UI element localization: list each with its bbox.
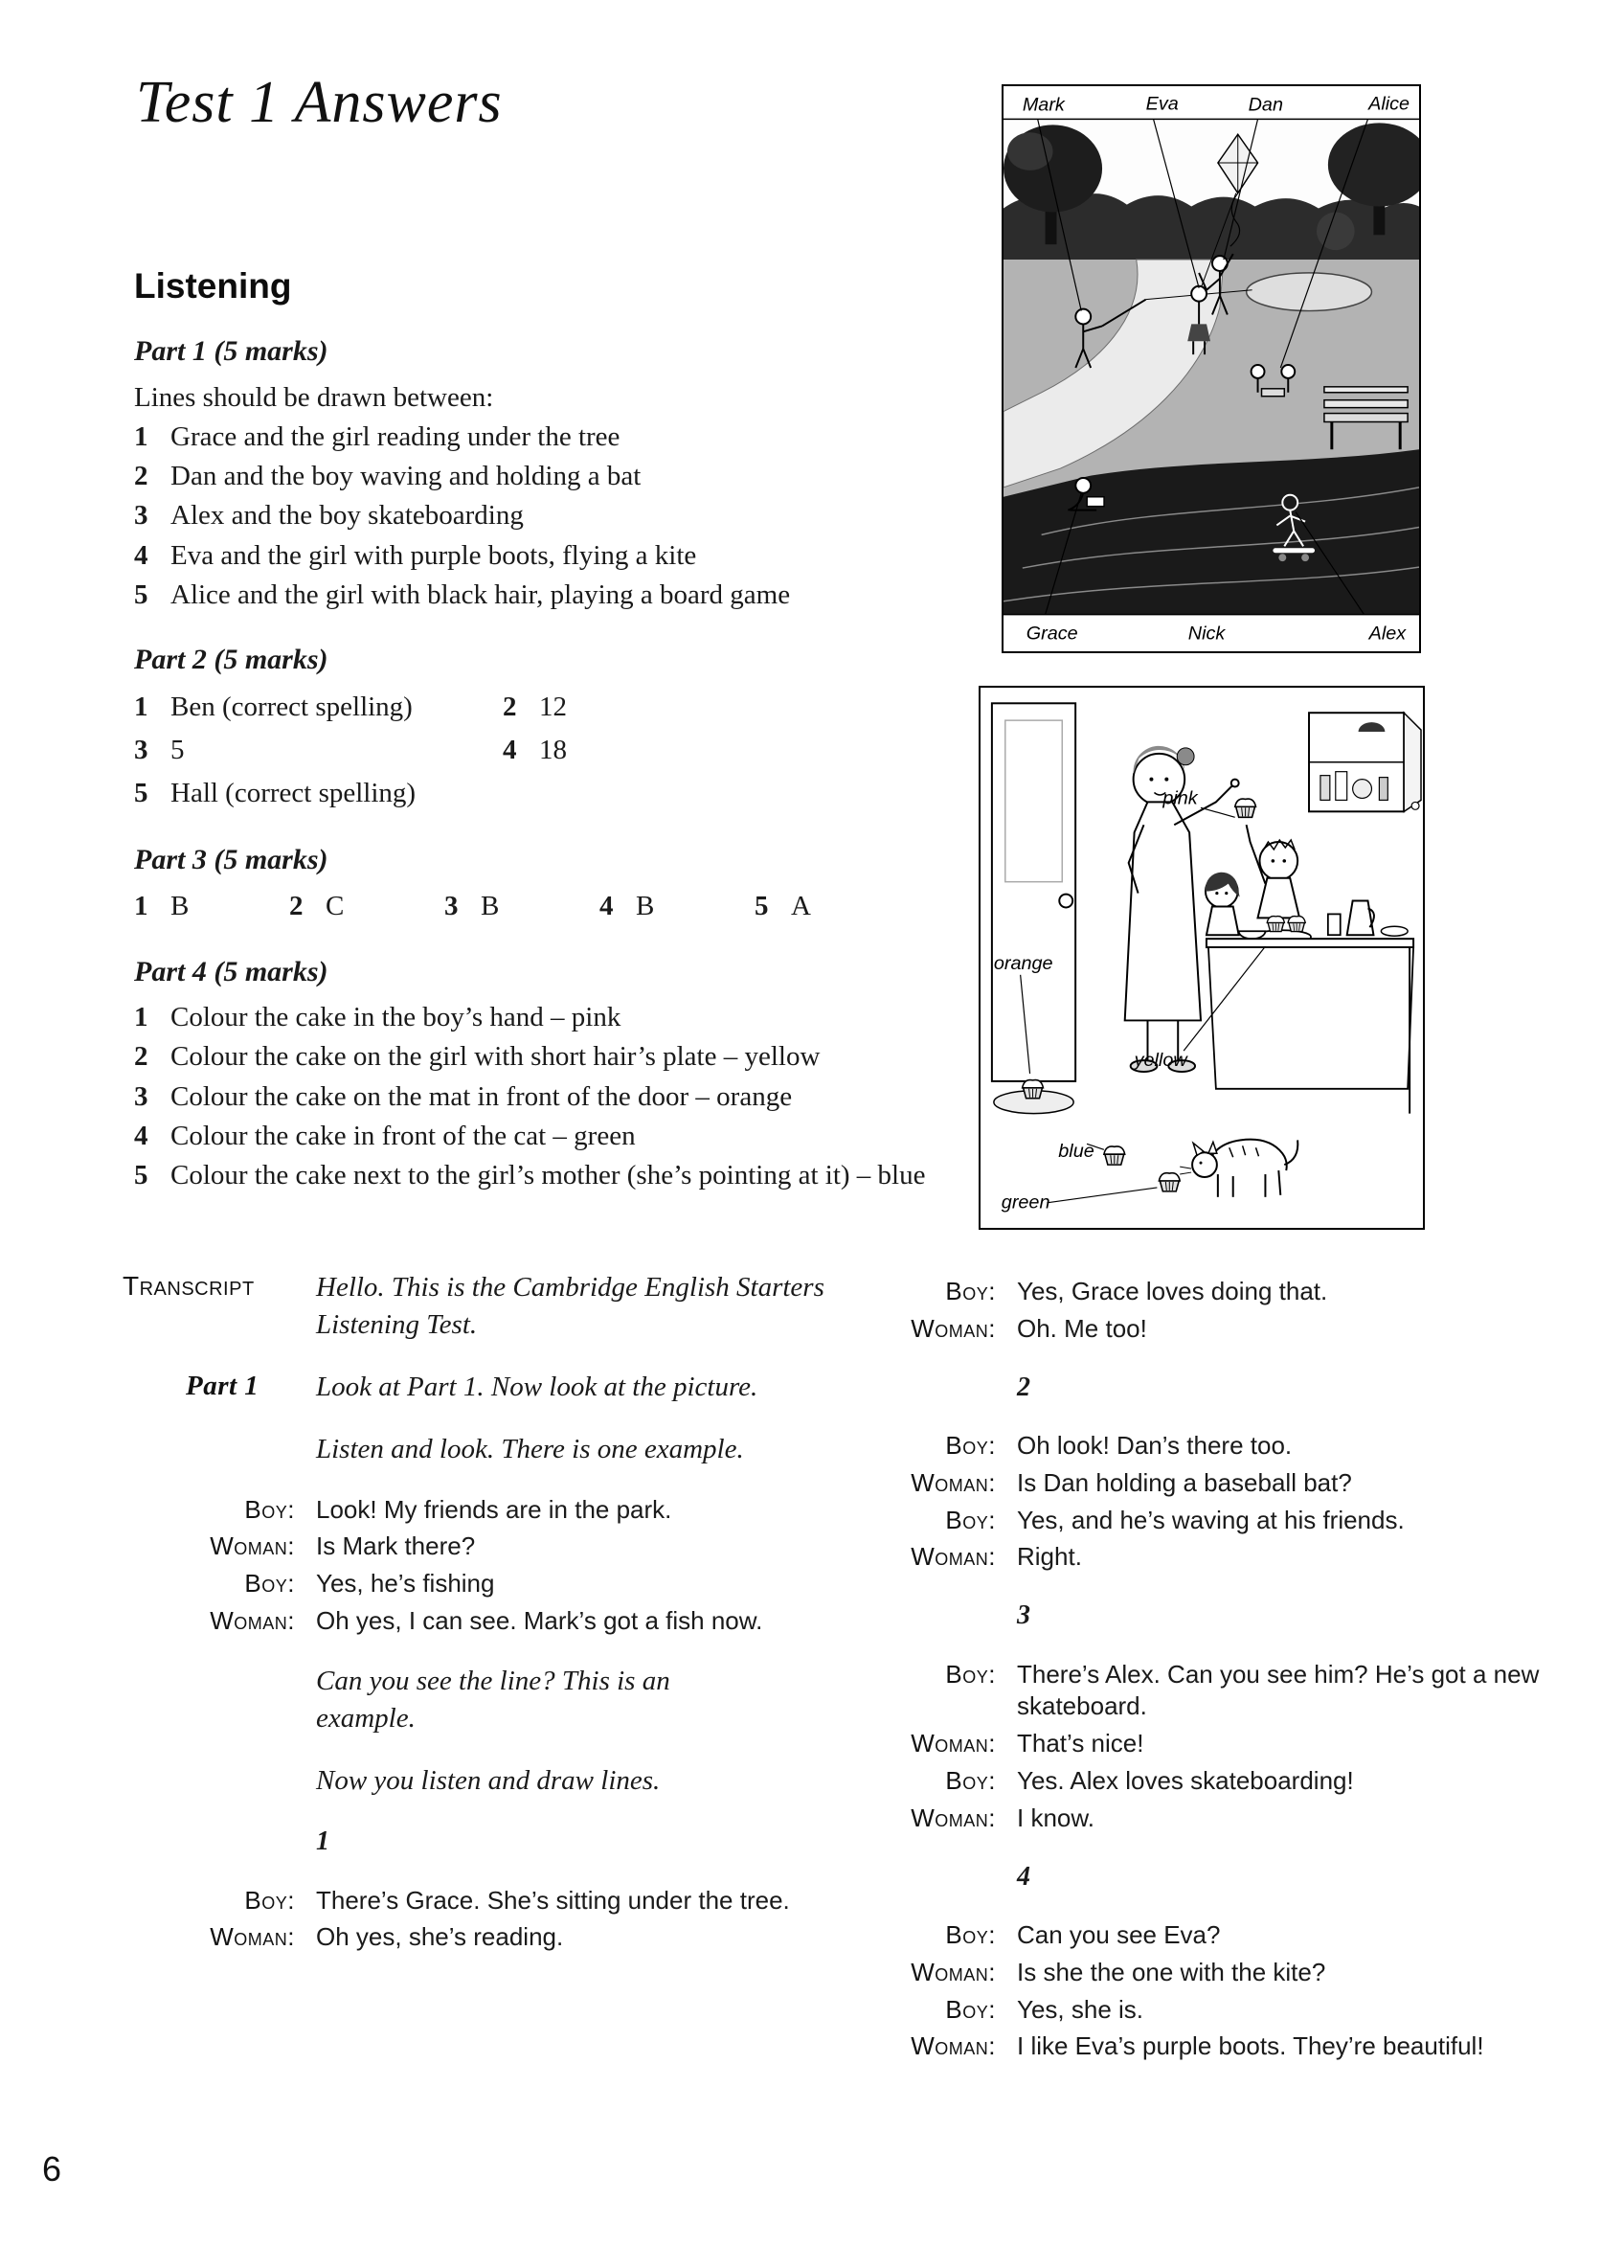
dialogue-row <box>123 1568 831 1600</box>
speaker-label: Boy: <box>945 1919 996 1949</box>
door-icon <box>992 703 1075 1081</box>
answer-cell: 5 Hall (correct spelling) <box>134 777 417 808</box>
section-number-row: 3 <box>1017 1600 1030 1631</box>
transcript-label: Transcript <box>123 1271 255 1301</box>
dialogue-row <box>123 1494 831 1527</box>
kitchen-label-yellow: yellow <box>1134 1050 1187 1072</box>
answer-row <box>134 686 977 729</box>
dialogue-text: Yes, he’s fishing <box>316 1569 495 1599</box>
speaker-label: Woman: <box>911 1803 996 1832</box>
park-illustration <box>1002 84 1421 653</box>
part4-heading: Part 4 (5 marks) <box>134 956 328 988</box>
answer-pair: 3 B <box>444 890 500 921</box>
answer-item: 2 Colour the cake on the girl with short hair’s plate – yellow <box>134 1041 821 1073</box>
answers-section <box>134 266 977 1195</box>
kitchen-label-green: green <box>1001 1191 1050 1213</box>
dialogue-row <box>123 1531 831 1563</box>
speaker-label: Boy: <box>945 1994 996 2024</box>
park-label-alice: Alice <box>1368 93 1410 115</box>
speaker-label: Boy: <box>945 1277 996 1305</box>
park-label-grace: Grace <box>1026 623 1078 645</box>
dialogue-text: Look! My friends are in the park. <box>316 1494 672 1524</box>
speaker-label: Woman: <box>911 2031 996 2061</box>
speaker-label: Woman: <box>210 1605 295 1635</box>
dialogue-row <box>862 1765 1574 1798</box>
part3-heading: Part 3 (5 marks) <box>134 843 328 875</box>
part1-answers <box>134 418 977 615</box>
kitchen-label-blue: blue <box>1058 1141 1094 1163</box>
dialogue-row <box>862 1276 1574 1308</box>
part4-answers <box>134 998 977 1195</box>
stage-direction-row: Listen and look. There is one example. <box>316 1434 744 1465</box>
dialogue-text: Oh yes, she’s reading. <box>316 1922 564 1952</box>
bush-icon <box>1317 213 1355 251</box>
answer-row <box>134 729 977 772</box>
answer-item: 4 Colour the cake in front of the cat – green <box>134 1120 636 1151</box>
speaker-label: Boy: <box>945 1659 996 1689</box>
speaker-label: Woman: <box>210 1922 295 1952</box>
cupcake-green-icon <box>1159 1173 1180 1191</box>
dialogue-row <box>862 1659 1574 1724</box>
cupboard-icon <box>1309 713 1421 811</box>
answer-item: 5 Alice and the girl with black hair, playing a board game <box>134 578 791 610</box>
dialogue-row <box>862 1919 1574 1952</box>
part3-answers <box>134 886 977 928</box>
cupcake-blue-icon <box>1104 1146 1125 1165</box>
part2-answers <box>134 686 977 815</box>
speaker-label: Boy: <box>945 1505 996 1534</box>
part2-heading: Part 2 (5 marks) <box>134 643 328 675</box>
dialogue-row <box>123 1921 831 1954</box>
answer-item: 3 Alex and the boy skateboarding <box>134 500 524 532</box>
cupcake-on-plate-icon <box>1267 917 1284 932</box>
part1-heading: Part 1 (5 marks) <box>134 335 328 367</box>
dialogue-text: Is Mark there? <box>316 1531 476 1561</box>
part1-intro: Lines should be drawn between: <box>134 382 494 413</box>
dialogue-text: I like Eva’s purple boots. They’re beautiful! <box>1017 2031 1484 2061</box>
section-number-row: 2 <box>1017 1372 1030 1402</box>
dialogue-text: Can you see Eva? <box>1017 1919 1221 1949</box>
speaker-label: Woman: <box>911 1467 996 1497</box>
dialogue-text: There’s Grace. She’s sitting under the tree. <box>316 1885 790 1915</box>
answer-item: 3 Colour the cake on the mat in front of the door – orange <box>134 1080 793 1112</box>
dialogue-row <box>862 1313 1574 1346</box>
answer-item: 2 Dan and the boy waving and holding a bat <box>134 461 642 492</box>
park-scene-svg <box>1004 86 1419 651</box>
speaker-label: Boy: <box>945 1765 996 1795</box>
dialogue-row <box>862 1994 1574 2027</box>
dialogue-row <box>862 1467 1574 1500</box>
dialogue-row <box>123 1605 831 1638</box>
dialogue-text: Oh. Me too! <box>1017 1313 1147 1343</box>
answer-cell <box>503 772 977 815</box>
transcript-right-column <box>862 1276 1574 2068</box>
stage-direction-row: Can you see the line? This is an example. <box>316 1665 670 1734</box>
dialogue-row <box>862 1541 1574 1574</box>
speaker-label: Boy: <box>244 1569 295 1599</box>
part-label: Part 1 <box>186 1371 259 1402</box>
speaker-label: Boy: <box>244 1885 295 1915</box>
page-title: Test 1 Answers <box>136 70 503 135</box>
cupcake-on-plate-icon <box>1288 917 1305 932</box>
speaker-label: Woman: <box>210 1531 295 1561</box>
dialogue-row <box>862 1803 1574 1835</box>
dialogue-text: Yes, Grace loves doing that. <box>1017 1277 1328 1305</box>
answer-item: 1 Colour the cake in the boy’s hand – pink <box>134 1002 621 1033</box>
cupcake-orange-icon <box>1023 1080 1044 1099</box>
dialogue-row <box>123 1885 831 1917</box>
speaker-label: Woman: <box>911 1729 996 1758</box>
dialogue-row <box>862 1728 1574 1760</box>
park-label-eva: Eva <box>1145 93 1179 115</box>
speaker-label: Woman: <box>911 1542 996 1572</box>
answer-row <box>134 772 977 815</box>
answer-pair: 1 B <box>134 890 190 921</box>
answer-item: 1 Grace and the girl reading under the tree <box>134 421 620 453</box>
kitchen-scene-svg <box>981 688 1423 1228</box>
dialogue-row <box>862 2030 1574 2063</box>
dialogue-text: Right. <box>1017 1542 1082 1572</box>
answer-cell: 1 Ben (correct spelling) <box>134 691 413 722</box>
transcript-intro-row <box>123 1269 831 1344</box>
pond-icon <box>1247 273 1372 311</box>
dialogue-text: Is she the one with the kite? <box>1017 1957 1326 1986</box>
speaker-label: Woman: <box>911 1313 996 1343</box>
answer-cell: 3 5 <box>134 734 185 765</box>
cupcake-pink-icon <box>1235 799 1256 817</box>
dialogue-text: Yes, and he’s waving at his friends. <box>1017 1505 1405 1534</box>
answer-pair: 5 A <box>755 890 811 921</box>
park-label-dan: Dan <box>1248 94 1283 116</box>
dialogue-row <box>862 1505 1574 1537</box>
dialogue-row <box>862 1957 1574 1989</box>
park-label-nick: Nick <box>1187 623 1226 645</box>
answer-pair: 4 B <box>599 890 655 921</box>
dialogue-text: I know. <box>1017 1803 1094 1832</box>
dialogue-text: Oh look! Dan’s there too. <box>1017 1430 1293 1460</box>
kitchen-label-orange: orange <box>993 952 1053 974</box>
transcript-part-row: Part 1 Look at Part 1. Now look at the picture. <box>123 1369 831 1406</box>
dialogue-text: Is Dan holding a baseball bat? <box>1017 1467 1352 1497</box>
speaker-label: Woman: <box>911 1957 996 1986</box>
answer-item: 4 Eva and the girl with purple boots, flying a kite <box>134 539 697 571</box>
section-number-row: 1 <box>316 1826 329 1857</box>
listening-heading: Listening <box>134 266 292 306</box>
dialogue-text: Oh yes, I can see. Mark’s got a fish now. <box>316 1605 763 1635</box>
stage-direction-row: Now you listen and draw lines. <box>316 1765 661 1797</box>
answer-cell: 2 12 <box>503 691 567 722</box>
kitchen-illustration <box>979 686 1425 1230</box>
dialogue-text: Yes, she is. <box>1017 1994 1144 2024</box>
answer-pair: 2 C <box>289 890 345 921</box>
park-label-alex: Alex <box>1368 623 1407 645</box>
dialogue-text: That’s nice! <box>1017 1729 1144 1758</box>
answer-item: 5 Colour the cake next to the girl’s mother (she’s pointing at it) – blue <box>134 1159 926 1191</box>
dialogue-row <box>862 1430 1574 1463</box>
kitchen-label-pink: pink <box>1162 787 1198 809</box>
section-number-row: 4 <box>1017 1861 1030 1892</box>
transcript-left-column <box>123 1269 831 1959</box>
park-label-mark: Mark <box>1022 94 1065 116</box>
speaker-label: Boy: <box>244 1494 295 1524</box>
dialogue-text: Yes. Alex loves skateboarding! <box>1017 1765 1354 1795</box>
page-number: 6 <box>42 2149 62 2189</box>
transcript-intro-text: Hello. This is the Cambridge English Starters Listening Test. <box>316 1272 824 1341</box>
answer-cell: 4 18 <box>503 734 567 765</box>
speaker-label: Boy: <box>945 1430 996 1460</box>
dialogue-text: There’s Alex. Can you see him? He’s got a new skateboard. <box>1017 1659 1540 1721</box>
